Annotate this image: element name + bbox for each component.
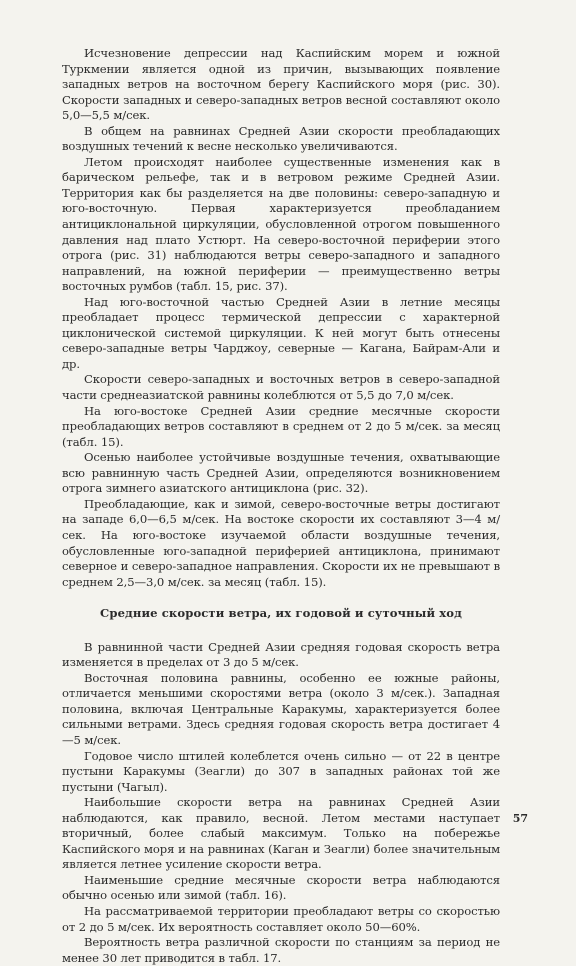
paragraph: Исчезновение депрессии над Каспийским морем и южной Туркмении является одной из причин, вызывающих появление западных ветров на восточном берегу Каспийского моря (рис. 30). Скорости западных и северо-западных ветров весной составляют около 5,0—5,5 м/сек. [62, 46, 500, 123]
paragraph: Над юго-восточной частью Средней Азии в летние месяцы преобладает процесс термической депрессии с характерной циклонической системой циркуляции. К ней могут быть отнесены северо-западные ветры Чарджоу, северные — Кагана, Байрам-Али и др. [62, 294, 500, 371]
paragraph: Годовое число штилей колеблется очень сильно — от 22 в центре пустыни Каракумы (Зеагли) до 307 в западных районах той же пустыни (Чагыл). [62, 748, 500, 794]
section-heading: Средние скорости ветра, их годовой и суточный ход [100, 606, 462, 621]
paragraph: Вероятность ветра различной скорости по станциям за период не менее 30 лет приводится в табл. 17. [62, 935, 500, 965]
paragraph: На юго-востоке Средней Азии средние месячные скорости преобладающих ветров составляют в среднем от 2 до 5 м/сек. за месяц (табл. 15). [62, 403, 500, 449]
paragraph: В общем на равнинах Средней Азии скорости преобладающих воздушных течений к весне несколько увеличиваются. [62, 123, 500, 154]
paragraph: Наибольшие скорости ветра на равнинах Средней Азии наблюдаются, как правило, весной. Летом местами наступает вторичный, более слабый максимум. Только на побережье Каспийского моря и на равнинах (Каган и Зеагли) более значительным является летнее усиление скорости ветра. [62, 795, 500, 872]
paragraph: На рассматриваемой территории преобладают ветры со скоростью от 2 до 5 м/сек. Их вероятность составляет около 50—60%. [62, 903, 500, 934]
paragraph: Восточная половина равнины, особенно ее южные районы, отличается меньшими скоростями ветра (около 3 м/сек.). Западная половина, включая Центральные Каракумы, характеризуется более сильными ветрами. Здесь средняя годовая скорость ветра достигает 4—5 м/сек. [62, 670, 500, 747]
paragraph: В равнинной части Средней Азии средняя годовая скорость ветра изменяется в пределах от 3 до 5 м/сек. [62, 639, 500, 670]
paragraph: Наименьшие средние месячные скорости ветра наблюдаются обычно осенью или зимой (табл. 16). [62, 872, 500, 903]
paragraph: Скорости северо-западных и восточных ветров в северо-западной части среднеазиатской равнины колеблются от 5,5 до 7,0 м/сек. [62, 372, 500, 403]
paragraph: Летом происходят наиболее существенные изменения как в барическом рельефе, так и в ветровом режиме Средней Азии. Территория как бы разделяется на две половины: северо-западную и юго-восточную. Первая характеризуется преобладанием антициклональной циркуляции, обусловленной отрогом повышенного давления над плато Устюрт. На северо-восточной периферии этого отрога (рис. 31) наблюдаются ветры северо-западного и западного направлений, на южной периферии — преимущественно ветры восточных румбов (табл. 15, рис. 37). [62, 154, 500, 294]
page-number: 57 [512, 812, 528, 825]
paragraph: Преобладающие, как и зимой, северо-восточные ветры достигают на западе 6,0—6,5 м/сек. На востоке скорости их составляют 3—4 м/сек. На юго-востоке изучаемой области воздушные течения, обусловленные юго-западной периферией антициклона, принимают северное и северо-западное направления. Скорости их не превышают в среднем 2,5—3,0 м/сек. за месяц (табл. 15). [62, 496, 500, 589]
paragraph: Осенью наиболее устойчивые воздушные течения, охватывающие всю равнинную часть Средней Азии, определяются возникновением отрога зимнего азиатского антициклона (рис. 32). [62, 450, 500, 496]
body-text [62, 46, 500, 966]
